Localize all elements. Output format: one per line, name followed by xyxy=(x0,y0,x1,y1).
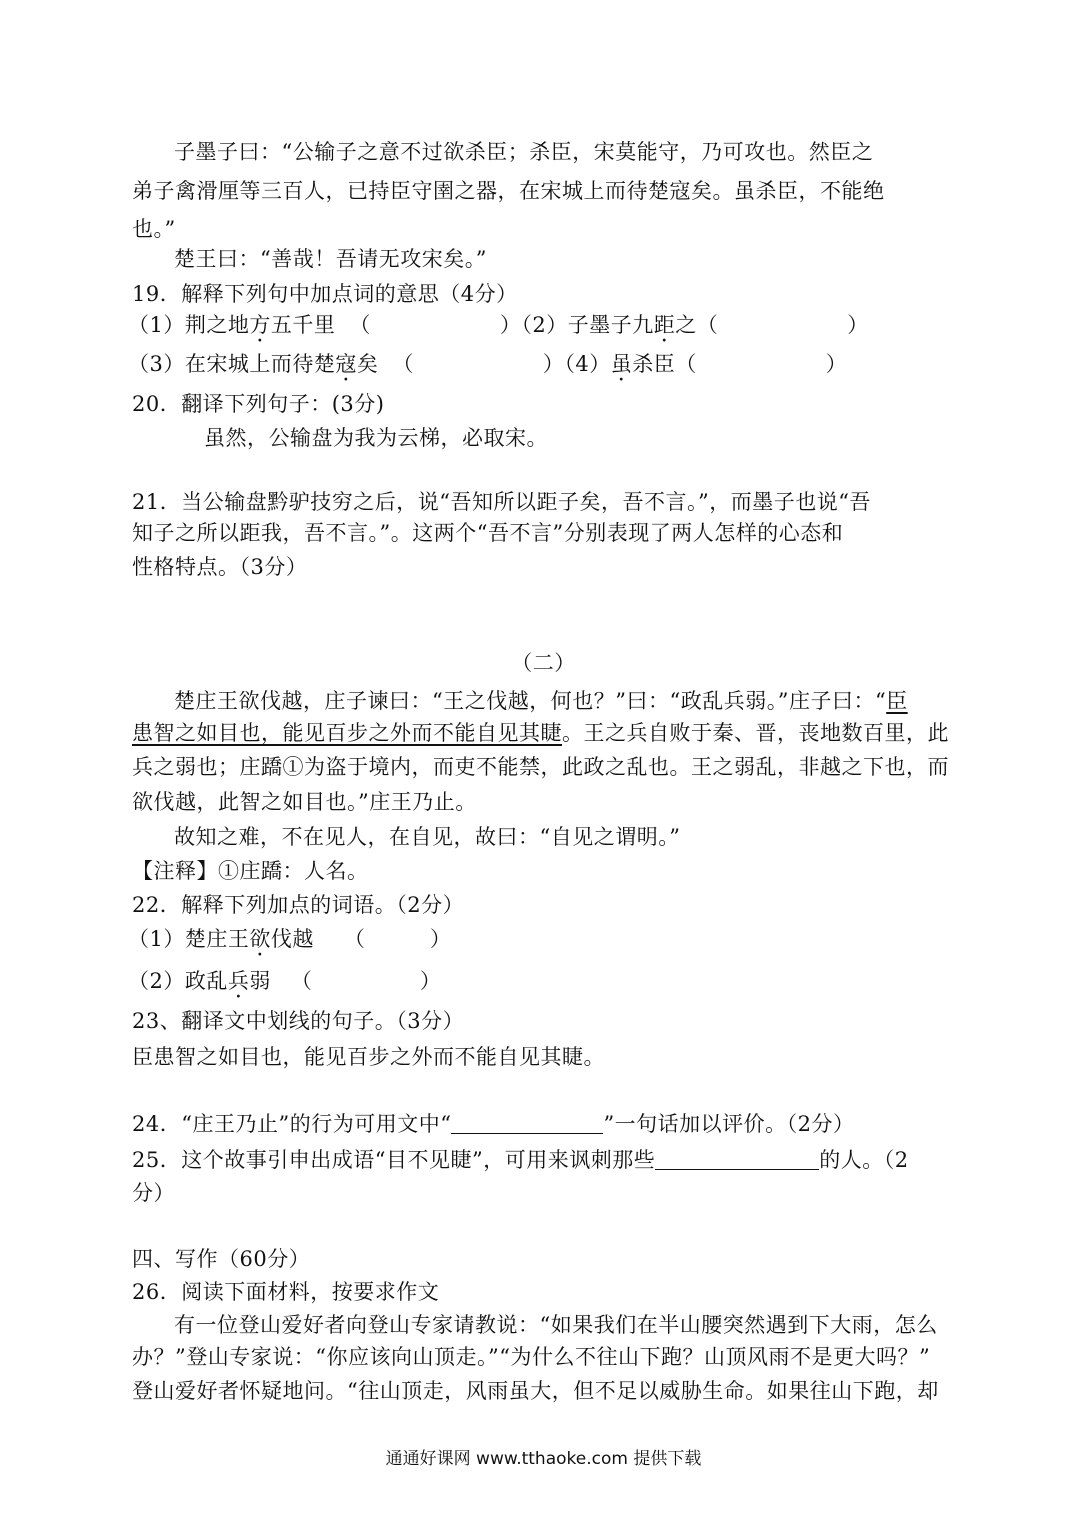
q21-line: 知子之所以距我，吾不言。”。这两个“吾不言”分别表现了两人怎样的心态和 xyxy=(132,521,844,545)
section-heading: （二） xyxy=(511,651,576,675)
dotted-char: 距 xyxy=(653,313,676,337)
q22-row1: （1）楚庄王欲伐越 （ ） xyxy=(128,927,452,951)
q21-line: 21．当公输盘黔驴技穷之后，说“吾知所以距子矣，吾不言。”，而墨子也说“吾 xyxy=(132,490,871,514)
q19-row1: （1）荆之地方五千里 （ ）（2）子墨子九距之（ ） xyxy=(128,313,869,337)
q25: 25．这个故事引申出成语“目不见睫”，可用来讽刺那些 的人。（2 xyxy=(132,1148,909,1172)
page-footer: 通通好课网 www.tthaoke.com 提供下载 xyxy=(385,1449,702,1469)
q22-row2: （2）政乱兵弱 （ ） xyxy=(128,969,442,993)
passage1-line: 子墨子曰：“公输子之意不过欲杀臣；杀臣，宋莫能守，乃可攻也。然臣之 xyxy=(174,140,874,164)
answer-blank[interactable] xyxy=(451,1111,603,1134)
q21-line: 性格特点。（3分） xyxy=(132,555,308,579)
q19-row2: （3）在宋城上而待楚寇矣 （ ）（4）虽杀臣（ ） xyxy=(128,352,848,376)
q19-title: 19．解释下列句中加点词的意思（4分） xyxy=(132,282,518,306)
passage2-line: 兵之弱也；庄蹻①为盗于境内，而吏不能禁，此政之乱也。王之弱乱，非越之下也，而 xyxy=(132,755,949,779)
passage1-line: 弟子禽滑厘等三百人，已持臣守圉之器，在宋城上而待楚寇矣。虽杀臣，不能绝 xyxy=(132,179,885,203)
passage2-line: 故知之难，不在见人，在自见，故曰：“自见之谓明。” xyxy=(174,825,681,849)
q22-title: 22．解释下列加点的词语。（2分） xyxy=(132,893,465,917)
passage1-line: 楚王曰：“善哉！吾请无攻宋矣。” xyxy=(174,247,487,271)
passage2-line: 欲伐越，此智之如目也。”庄王乃止。 xyxy=(132,790,477,814)
dotted-char: 兵 xyxy=(227,969,250,993)
underlined-sentence: 患智之如目也，能见百步之外而不能自见其睫 xyxy=(132,721,562,745)
q23-title: 23、翻译文中划线的句子。（3分） xyxy=(132,1009,465,1033)
dotted-char: 方 xyxy=(249,313,271,337)
writing-material-line: 办？”登山专家说：“你应该向山顶走。”“为什么不往山下跑？山顶风雨不是更大吗？” xyxy=(132,1345,931,1369)
answer-blank[interactable] xyxy=(655,1147,819,1170)
q23-sentence: 臣患智之如目也，能见百步之外而不能自见其睫。 xyxy=(132,1045,605,1069)
q26-title: 26．阅读下面材料，按要求作文 xyxy=(132,1280,440,1304)
passage2-line: 楚庄王欲伐越，庄子谏曰：“王之伐越，何也？”曰：“政乱兵弱。”庄子曰：“臣 xyxy=(174,689,908,713)
q25-cont: 分） xyxy=(132,1181,175,1205)
writing-material-line: 有一位登山爱好者向登山专家请教说：“如果我们在半山腰突然遇到下大雨，怎么 xyxy=(174,1313,938,1337)
q20-title: 20．翻译下列句子：(3分) xyxy=(132,392,385,416)
passage1-line: 也。” xyxy=(132,217,176,241)
annotation-note: 【注释】①庄蹻：人名。 xyxy=(132,859,369,883)
dotted-char: 寇 xyxy=(335,352,357,376)
passage2-line: 患智之如目也，能见百步之外而不能自见其睫。王之兵自败于秦、晋，丧地数百里，此 xyxy=(132,721,949,745)
q20-sentence: 虽然，公输盘为我为云梯，必取宋。 xyxy=(204,426,548,450)
q24: 24．“庄王乃止”的行为可用文中“ ”一句话加以评价。（2分） xyxy=(132,1112,855,1136)
writing-material-line: 登山爱好者怀疑地问。“往山顶走，风雨虽大，但不足以威胁生命。如果往山下跑，却 xyxy=(132,1379,939,1403)
dotted-char: 虽 xyxy=(610,352,633,376)
dotted-char: 欲 xyxy=(249,927,271,951)
writing-heading: 四、写作（60分） xyxy=(132,1247,311,1271)
